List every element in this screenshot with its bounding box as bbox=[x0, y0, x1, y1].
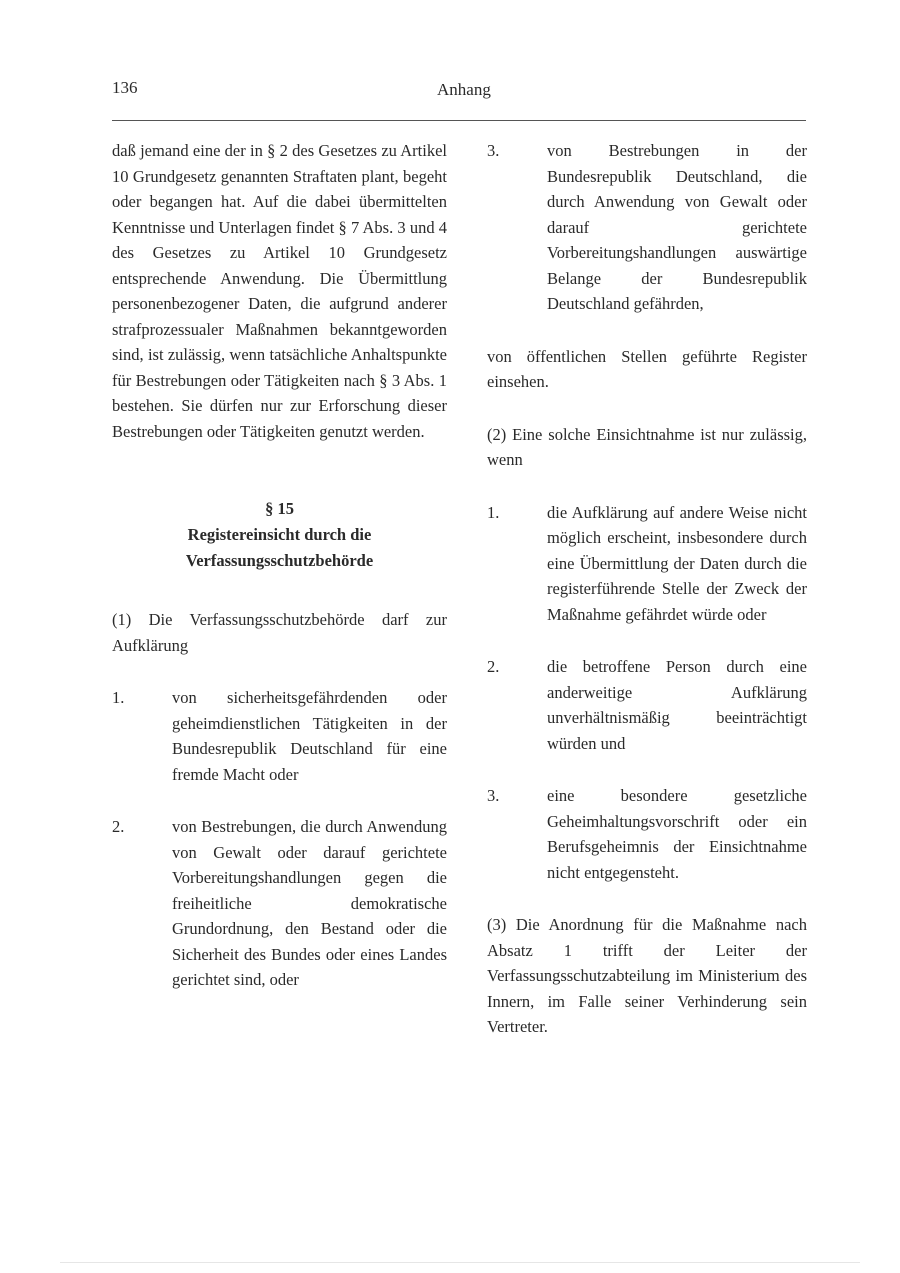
running-head: Anhang bbox=[437, 80, 491, 99]
list-item-text: die betroffene Person durch eine anderweitige Aufklärung unverhältnismäßig beeinträchtigt würden und bbox=[547, 657, 807, 753]
paragraph-2: (2) Eine solche Einsichtnahme ist nur zulässig, wenn bbox=[487, 424, 807, 469]
right-column bbox=[487, 138, 807, 1040]
list-item-number: 1. bbox=[487, 502, 500, 522]
list-item-number: 1. bbox=[112, 688, 125, 707]
scan-edge bbox=[60, 1262, 860, 1263]
list-item bbox=[487, 654, 807, 756]
list-item-text: eine besondere gesetzliche Geheimhaltungsvorschrift oder ein Berufsgeheimnis der Einsichtnahme nicht entgegensteht. bbox=[547, 786, 807, 882]
list-item bbox=[487, 500, 807, 628]
list-item bbox=[487, 138, 807, 317]
section-title-line-1: Registereinsicht durch die bbox=[187, 525, 372, 544]
list-item-text: die Aufklärung auf andere Weise nicht möglich erscheint, insbesondere durch eine Übermittlung der Daten durch die registerführende Stelle der Zweck der Maßnahme gefährdet würde oder bbox=[547, 502, 807, 624]
list-item-number: 3. bbox=[487, 141, 500, 160]
list-item-number: 2. bbox=[112, 817, 125, 836]
list-item-text: von Bestrebungen in der Bundesrepublik Deutschland, die durch Anwendung von Gewalt oder darauf gerichtete Vorbereitungshandlungen auswärtige Belange der Bundesrepublik Deutschland gefährden, bbox=[547, 141, 807, 313]
closing-clause: von öffentlichen Stellen geführte Register einsehen. bbox=[487, 346, 807, 391]
left-column bbox=[112, 138, 447, 993]
page-header bbox=[112, 78, 806, 108]
list-item bbox=[487, 783, 807, 885]
list-item-text: von Bestrebungen, die durch Anwendung von Gewalt oder darauf gerichtete Vorbereitungshandlungen gegen die freiheitliche demokratische Grundordnung, den Bestand oder die Sicherheit des Bundes oder eines Landes gerichtet sind, oder bbox=[172, 817, 447, 989]
section-number: § 15 bbox=[265, 499, 294, 518]
header-rule bbox=[112, 120, 806, 121]
list-item bbox=[112, 814, 447, 993]
paragraph-1: (1) Die Verfassungsschutzbehörde darf zur Aufklärung bbox=[112, 610, 447, 655]
paragraph-3: (3) Die Anordnung für die Maßnahme nach Absatz 1 trifft der Leiter der Verfassungsschutzabteilung im Ministerium des Innern, im Falle seiner Verhinderung sein Vertreter. bbox=[487, 915, 807, 1036]
section-title-line-2: Verfassungsschutzbehörde bbox=[185, 551, 374, 570]
intro-paragraph: daß jemand eine der in § 2 des Gesetzes zu Artikel 10 Grundgesetz genannten Straftaten plant, begeht oder begangen hat. Auf die dabei übermittelten Kenntnisse und Unterlagen findet § 7 Abs. 3 und 4 des Gesetzes zu Artikel 10 Grundgesetz entsprechende Anwendung. Die Übermittlung personenbezogener Daten, die aufgrund anderer strafprozessualer Maßnahmen bekanntgeworden sind, ist zulässig, wenn tatsächliche Anhaltspunkte für Bestrebungen oder Tätigkeiten nach § 3 Abs. 1 bestehen. Sie dürfen nur zur Erforschung dieser Bestrebungen oder Tätigkeiten genutzt werden. bbox=[112, 141, 447, 441]
section-heading bbox=[112, 496, 447, 574]
list-item-number: 2. bbox=[487, 657, 500, 676]
list-item-number: 3. bbox=[487, 786, 500, 805]
list-item-text: von sicherheitsgefährdenden oder geheimdienstlichen Tätigkeiten in der Bundesrepublik Deutschland für eine fremde Macht oder bbox=[172, 688, 447, 784]
page-number: 136 bbox=[112, 78, 138, 97]
list-item bbox=[112, 685, 447, 787]
